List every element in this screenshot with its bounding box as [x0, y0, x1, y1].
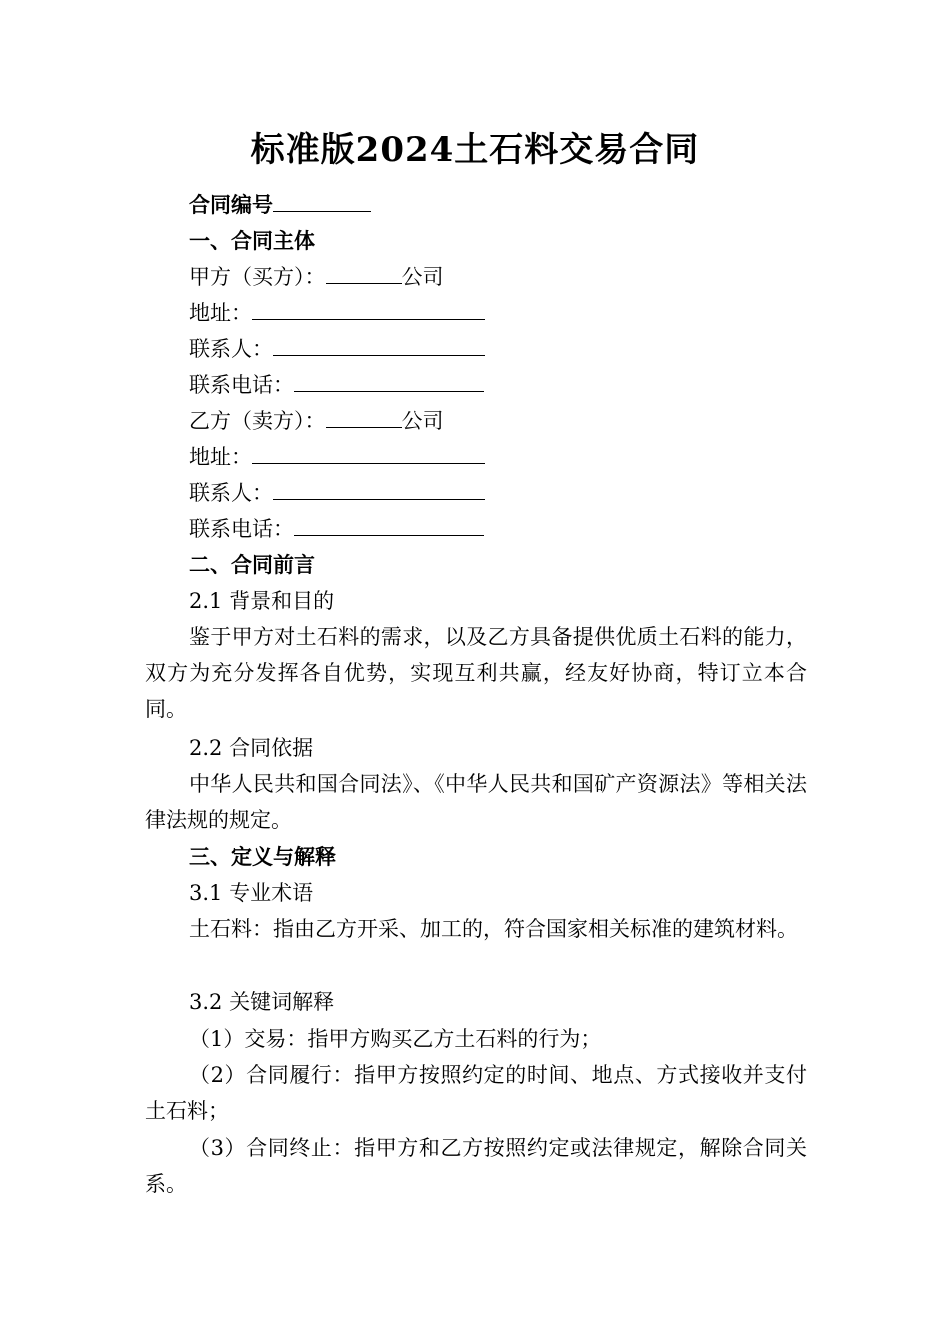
party-b-address-blank — [252, 443, 485, 464]
party-a-name-blank — [326, 263, 402, 284]
party-b-phone-line — [189, 512, 484, 546]
section-2-1-paragraph: 鉴于甲方对土石料的需求，以及乙方具备提供优质土石料的能力，双方为充分发挥各自优势，实现互利共赢，经友好协商，特订立本合同。 — [145, 625, 807, 721]
party-a-contact-blank — [273, 335, 485, 356]
section-2-heading: 二、合同前言 — [189, 552, 315, 577]
party-a-contact-label: 联系人： — [189, 337, 273, 361]
contract-number-label: 合同编号 — [189, 192, 273, 217]
section-3-heading: 三、定义与解释 — [189, 844, 336, 869]
party-b-address-label: 地址： — [189, 445, 252, 469]
section-3-2-subheading: 3.2 关键词解释 — [189, 990, 335, 1014]
contract-number-blank — [273, 191, 371, 212]
document-title: 标准版2024土石料交易合同 — [250, 130, 700, 170]
section-2-2-paragraph: 中华人民共和国合同法》、《中华人民共和国矿产资源法》等相关法律法规的规定。 — [145, 772, 807, 832]
party-a-label: 甲方（买方）： — [189, 265, 326, 289]
party-b-line — [189, 404, 444, 438]
party-b-contact-blank — [273, 479, 485, 500]
party-a-line — [189, 260, 444, 294]
section-3-1-subheading: 3.1 专业术语 — [189, 881, 314, 905]
section-3-1-paragraph: 土石料：指由乙方开采、加工的，符合国家相关标准的建筑材料。 — [189, 917, 798, 941]
party-b-phone-label: 联系电话： — [189, 517, 294, 541]
party-b-contact-line — [189, 476, 485, 510]
party-a-address-label: 地址： — [189, 301, 252, 325]
party-b-label: 乙方（卖方）： — [189, 409, 326, 433]
party-a-phone-label: 联系电话： — [189, 373, 294, 397]
party-a-phone-line — [189, 368, 484, 402]
party-b-contact-label: 联系人： — [189, 481, 273, 505]
party-b-phone-blank — [294, 515, 484, 536]
party-a-address-blank — [252, 299, 485, 320]
definition-item-2: （2）合同履行：指甲方按照约定的时间、地点、方式接收并支付土石料； — [145, 1063, 807, 1123]
party-a-phone-blank — [294, 371, 484, 392]
party-b-suffix: 公司 — [401, 409, 444, 433]
section-2-1-subheading: 2.1 背景和目的 — [189, 589, 335, 613]
contract-number-line — [189, 188, 371, 222]
party-b-name-blank — [326, 407, 402, 428]
section-1-heading: 一、合同主体 — [189, 228, 315, 253]
party-b-address-line — [189, 440, 485, 474]
section-2-2-subheading: 2.2 合同依据 — [189, 736, 314, 760]
definition-item-3: （3）合同终止：指甲方和乙方按照约定或法律规定，解除合同关系。 — [145, 1136, 807, 1196]
party-a-address-line — [189, 296, 485, 330]
party-a-suffix: 公司 — [401, 265, 444, 289]
definition-item-1: （1）交易：指甲方购买乙方土石料的行为； — [189, 1027, 602, 1051]
party-a-contact-line — [189, 332, 485, 366]
